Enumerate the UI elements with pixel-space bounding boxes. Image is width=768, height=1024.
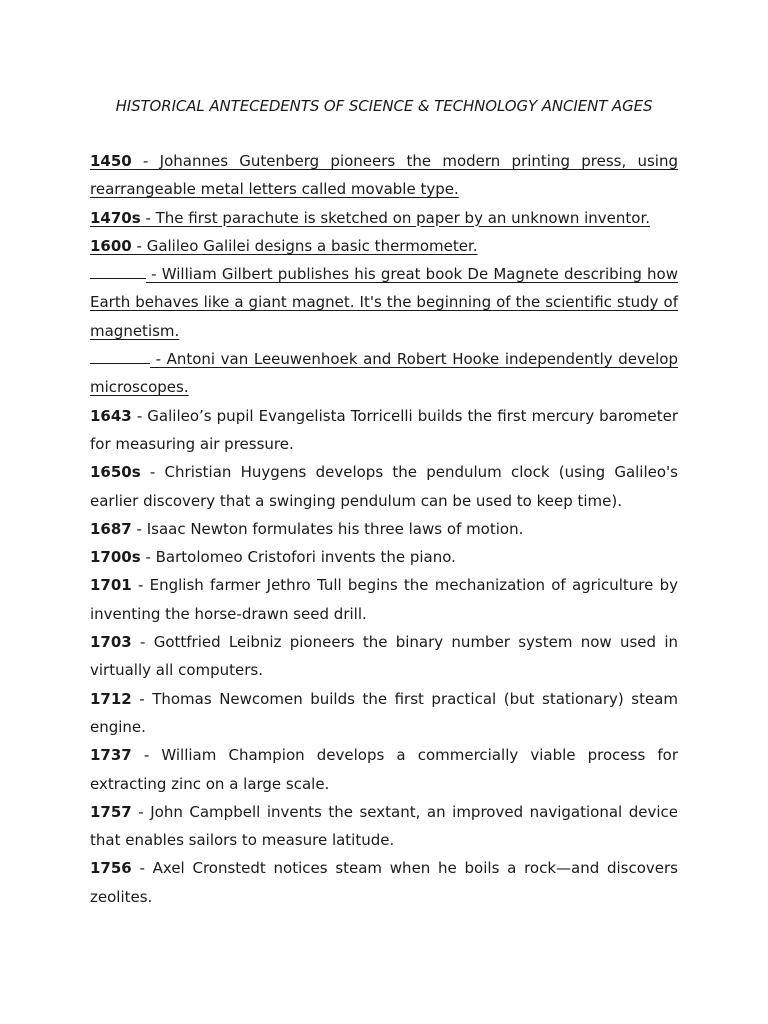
entry-year: 1757 xyxy=(90,802,132,821)
year-blank xyxy=(90,264,146,279)
timeline-entry-1703 xyxy=(90,628,678,685)
timeline-entry-1701 xyxy=(90,571,678,628)
entry-year: 1712 xyxy=(90,689,132,708)
timeline-entry-1600 xyxy=(90,232,678,260)
page-title: HISTORICAL ANTECEDENTS OF SCIENCE & TECHNOLOGY ANCIENT AGES xyxy=(115,97,653,115)
entry-year: 1470s xyxy=(90,208,141,227)
entry-text: - Antoni van Leeuwenhoek and Robert Hooke independently develop microscopes. xyxy=(90,350,678,397)
timeline-entry-1737 xyxy=(90,741,678,798)
entry-year: 1650s xyxy=(90,463,141,482)
entry-year: 1600 xyxy=(90,236,132,255)
entry-text: - Isaac Newton formulates his three laws of motion. xyxy=(131,519,524,538)
entry-text: - William Champion develops a commercially viable process for extracting zinc on a large scale. xyxy=(90,746,678,793)
entry-text: - The first parachute is sketched on paper by an unknown inventor. xyxy=(140,208,651,227)
entry-text: - Bartolomeo Cristofori invents the piano. xyxy=(140,548,456,567)
entry-text: - Galileo Galilei designs a basic thermometer. xyxy=(131,236,478,255)
entry-year: 1737 xyxy=(90,746,132,765)
timeline-entry-microscopes xyxy=(90,345,678,402)
timeline-entry-1450 xyxy=(90,147,678,204)
entry-text: - Johannes Gutenberg pioneers the modern printing press, using rearrangeable metal letters called movable type. xyxy=(90,152,678,199)
entry-year: 1756 xyxy=(90,859,132,878)
timeline-entry-1700s xyxy=(90,543,678,571)
entry-text: - Thomas Newcomen builds the first practical (but stationary) steam engine. xyxy=(90,689,678,736)
entry-year: 1700s xyxy=(90,548,141,567)
year-blank xyxy=(90,349,150,364)
entry-text: - Galileo’s pupil Evangelista Torricelli builds the first mercury barometer for measuring air pressure. xyxy=(90,406,678,453)
timeline-list xyxy=(90,147,678,911)
entry-year: 1450 xyxy=(90,152,132,170)
entry-year: 1687 xyxy=(90,519,132,538)
entry-text: - Axel Cronstedt notices steam when he boils a rock—and discovers zeolites. xyxy=(90,859,678,906)
timeline-entry-1687 xyxy=(90,515,678,543)
timeline-entry-1757 xyxy=(90,798,678,855)
entry-text: - Christian Huygens develops the pendulum clock (using Galileo's earlier discovery that a swinging pendulum can be used to keep time). xyxy=(90,463,678,510)
entry-year: 1703 xyxy=(90,633,132,652)
entry-year: 1643 xyxy=(90,406,132,425)
entry-year: 1701 xyxy=(90,576,132,595)
timeline-entry-1756 xyxy=(90,854,678,911)
entry-text: - English farmer Jethro Tull begins the mechanization of agriculture by inventing the horse-drawn seed drill. xyxy=(90,576,678,623)
entry-text: - William Gilbert publishes his great book De Magnete describing how Earth behaves like a giant magnet. It's the beginning of the scientific study of magnetism. xyxy=(90,265,678,340)
timeline-entry-1643 xyxy=(90,402,678,459)
timeline-entry-1470s xyxy=(90,204,678,232)
timeline-entry-1712 xyxy=(90,685,678,742)
entry-text: - John Campbell invents the sextant, an improved navigational device that enables sailors to measure latitude. xyxy=(90,802,678,850)
timeline-entry-1650s xyxy=(90,458,678,515)
timeline-entry-gilbert xyxy=(90,260,678,345)
entry-text: - Gottfried Leibniz pioneers the binary number system now used in virtually all computers. xyxy=(90,633,678,680)
